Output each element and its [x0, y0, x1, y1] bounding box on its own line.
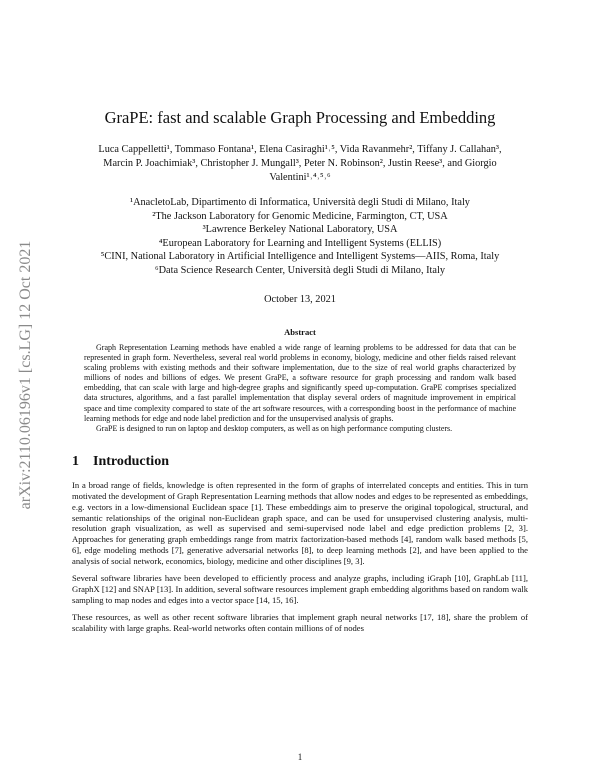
section-heading [72, 454, 528, 470]
section-title: Introduction [93, 453, 169, 469]
paper-page [72, 96, 528, 640]
abstract-paragraph: Graph Representation Learning methods have enabled a wide range of learning problems to be addressed for data that can be represented in graph form. Nevertheless, several real world problems in economy, biology, medicine and other fields raised relevant scaling problems with existing methods and their software implementation, due to the size of real world graphs characterized by millions of nodes and billions of edges. We present GraPE, a software resource for graph processing and random walk based embedding, that can scale with large and high-degree graphs and significantly speed up-computation. GraPE comprises specialized data structures, algorithms, and a fast parallel implementation that display several orders of magnitude improvement in empirical space and time complexity compared to state of the art software resources, with a corresponding boost in the performance of machine learning methods for edge and node label prediction and for the unsupervised analysis of graphs. [84, 343, 516, 423]
abstract-body [84, 343, 516, 434]
paper-date: October 13, 2021 [264, 294, 336, 305]
arxiv-id: arXiv:2110.06196v1 [cs.LG] 12 Oct 2021 [17, 240, 34, 510]
abstract-paragraph: GraPE is designed to run on laptop and desktop computers, as well as on high performance computing clusters. [96, 423, 453, 433]
abstract-heading: Abstract [284, 327, 316, 337]
paper-title: GraPE: fast and scalable Graph Processing and Embedding [104, 108, 496, 127]
introduction-body [72, 480, 528, 634]
section-number: 1 [72, 453, 79, 469]
affiliation: ⁵CINI, National Laboratory in Artificial Intelligence and Intelligent Systems—AIIS, Roma, Italy [100, 251, 500, 262]
affiliation: ⁴European Laboratory for Learning and Intelligent Systems (ELLIS) [158, 237, 442, 249]
affiliation-list [72, 196, 528, 277]
affiliation: ¹AnacletoLab, Dipartimento di Informatica, Università degli Studi di Milano, Italy [130, 197, 470, 208]
body-paragraph: In a broad range of fields, knowledge is often represented in the form of graphs of interrelated concepts and entities. This in turn motivated the development of Graph Representation Learning methods that allow nodes and edges to be represented as embeddings, e.g. vectors in a low-dimensional Euclidean space [1]. These embeddings aim to preserve the original topological, structural, and semantic relationships of the original non-Euclidean graph space, and can be used for unsupervised clustering analysis, multi-resolution graph visualization, as well as supervised and semi-supervised node label and edge prediction problems [2, 3]. Approaches for generating graph embeddings range from matrix factorization-based methods [4], random walk based methods [5, 6], edge modeling methods [7], generative adversarial networks [8], to deep learning methods [2], and have been applied to the analysis of social network, economics, biology, medicine and other disciplines [9, 3]. [72, 479, 528, 567]
page-number: 1 [297, 752, 303, 762]
affiliation: ⁶Data Science Research Center, Università degli Studi di Milano, Italy [155, 264, 445, 276]
body-paragraph: These resources, as well as other recent software libraries that implement graph neural networks [17, 18], share the problem of scalability with large graphs. Real-world networks often contain millions of of nodes [72, 611, 528, 633]
author-list: Luca Cappelletti¹, Tommaso Fontana¹, Elena Casiraghi¹˒⁵, Vida Ravanmehr², Tiffany J. Callahan³, Marcin P. Joachimiak³, Christopher J. Mungall³, Peter N. Robinson², Justin Reese³, and Giorgio Valentini¹˒⁴˒⁵˒⁶ [98, 144, 502, 183]
affiliation: ²The Jackson Laboratory for Genomic Medicine, Farmington, CT, USA [152, 210, 448, 222]
body-paragraph: Several software libraries have been developed to efficiently process and analyze graphs, including iGraph [10], GraphLab [11], GraphX [12] and SNAP [13]. In addition, several software resources implement graph embedding algorithms based on random walk sampling to map nodes and edges into a vector space [14, 15, 16]. [72, 573, 528, 605]
arxiv-stamp [16, 175, 36, 575]
affiliation: ³Lawrence Berkeley National Laboratory, USA [202, 224, 398, 235]
